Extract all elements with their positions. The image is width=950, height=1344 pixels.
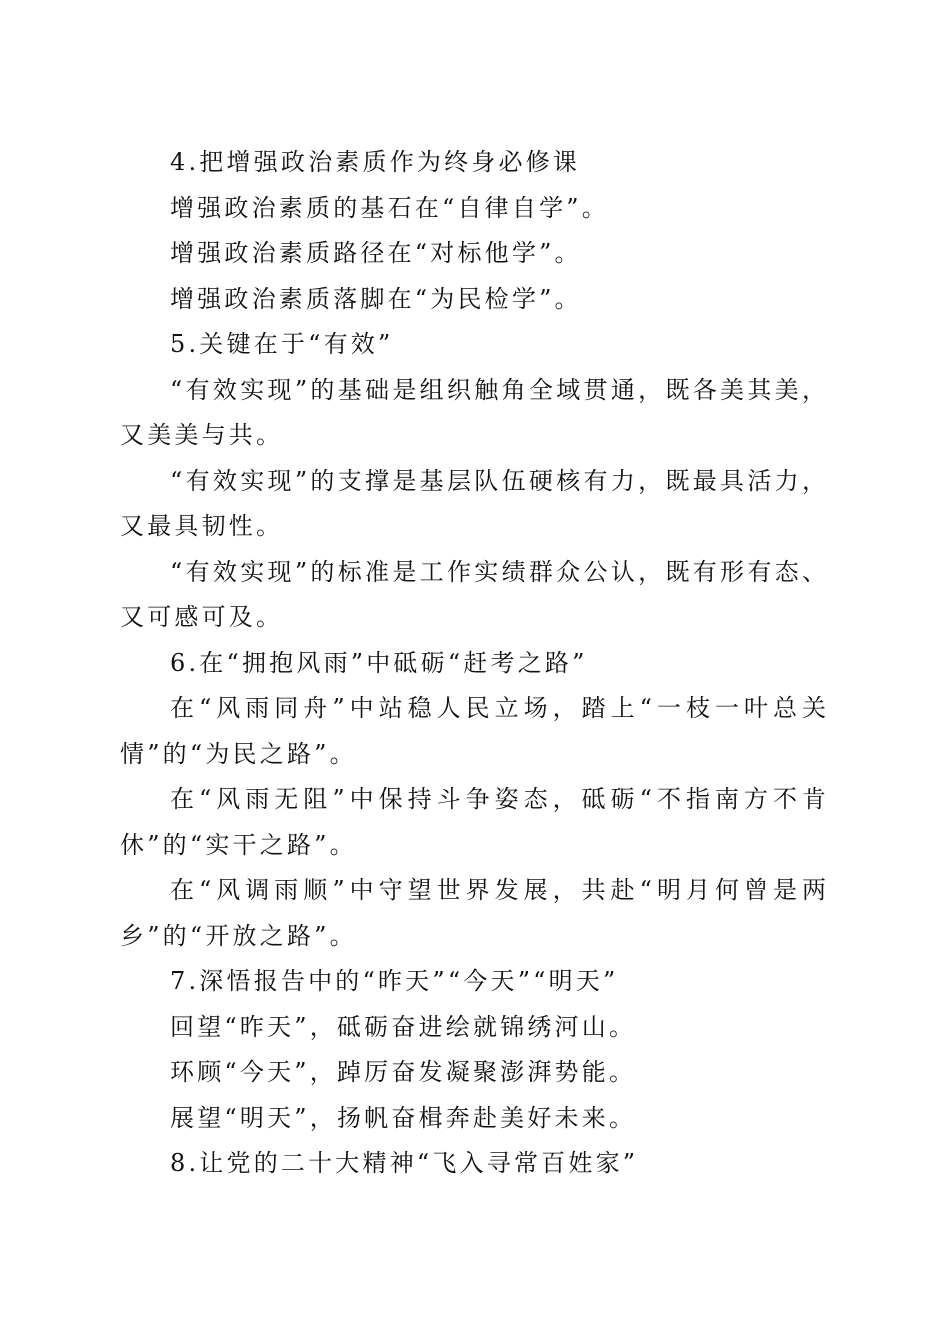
paragraph-line: 又可感可及。 bbox=[120, 603, 284, 631]
section-heading-8: 8.让党的二十大精神“飞入寻常百姓家” bbox=[170, 1149, 639, 1177]
document-body bbox=[120, 140, 826, 1187]
paragraph-line: “有效实现”的基础是组织触角全域贯通，既各美其美， bbox=[170, 375, 826, 404]
section-heading-7: 7.深悟报告中的“昨天”“今天”“明天” bbox=[170, 967, 619, 995]
paragraph-line: 又最具韧性。 bbox=[120, 512, 284, 540]
paragraph-line: 回望“昨天”，砥砺奋进绘就锦绣河山。 bbox=[170, 1012, 637, 1041]
paragraph-line: 在“风雨无阻”中保持斗争姿态，砥砺“不指南方不肯 bbox=[170, 785, 826, 813]
paragraph-line: 增强政治素质的基石在“自律自学”。 bbox=[170, 193, 609, 222]
paragraph-line: 展望“明天”，扬帆奋楫奔赴美好未来。 bbox=[170, 1103, 637, 1132]
paragraph-line: 又美美与共。 bbox=[120, 421, 284, 449]
paragraph-line: “有效实现”的标准是工作实绩群众公认，既有形有态、 bbox=[170, 557, 826, 586]
section-heading-6: 6.在“拥抱风雨”中砥砺“赶考之路” bbox=[170, 648, 588, 677]
paragraph-line: 增强政治素质落脚在“为民检学”。 bbox=[170, 284, 582, 313]
section-heading-4: 4.把增强政治素质作为终身必修课 bbox=[170, 148, 581, 176]
paragraph-line: 乡”的“开放之路”。 bbox=[120, 921, 357, 950]
paragraph-line: 休”的“实干之路”。 bbox=[120, 830, 357, 859]
paragraph-line: 在“风调雨顺”中守望世界发展，共赴“明月何曾是两 bbox=[170, 876, 826, 904]
paragraph-line: 情”的“为民之路”。 bbox=[120, 739, 357, 768]
paragraph-line: 环顾“今天”，踔厉奋发凝聚澎湃势能。 bbox=[170, 1058, 637, 1086]
section-heading-5: 5.关键在于“有效” bbox=[170, 330, 394, 358]
paragraph-line: 在“风雨同舟”中站稳人民立场，踏上“一枝一叶总关 bbox=[170, 694, 826, 722]
paragraph-line: “有效实现”的支撑是基层队伍硬核有力，既最具活力， bbox=[170, 466, 826, 495]
paragraph-line: 增强政治素质路径在“对标他学”。 bbox=[170, 239, 582, 267]
